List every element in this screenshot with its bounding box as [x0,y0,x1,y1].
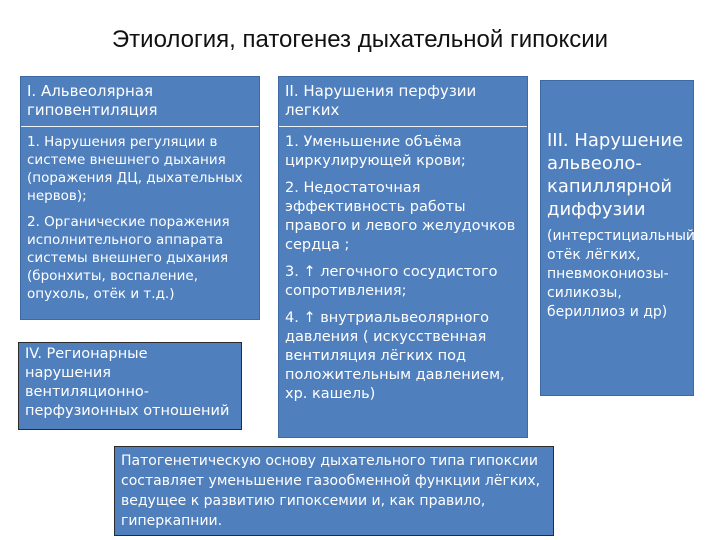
box-alveolar-item-1: 1. Нарушения регуляции в системе внешнего дыхания (поражения ДЦ, дыхательных нервов); [27,134,243,204]
divider [279,126,527,127]
box-alveolar-item-2: 2. Органические поражения исполнительного аппарата системы внешнего дыхания (бронхиты, воспаление, опухоль, отёк и т.д.) [27,214,230,302]
box-pathogenesis-summary [114,446,554,536]
box-alveolar-hypoventilation [20,76,260,320]
box-diffusion-detail: (интерстициальный отёк лёгких, пневмокониозы-силикозы, бериллиоз и др) [547,228,696,320]
box-regional-ventilation-text: IV. Регионарные нарушения вентиляционно-перфузионных отношений [25,346,230,419]
box-diffusion [540,80,694,396]
box-diffusion-header: III. Нарушение альвеоло-капиллярной диффузии [547,130,684,220]
slide-title: Этиология, патогенез дыхательной гипоксии [111,26,609,53]
box-lung-perfusion-header: II. Нарушения перфузии легких [285,82,477,119]
box-perfusion-item-2: 2. Недостаточная эффективность работы правого и левого желудочков сердца ; [285,180,516,253]
box-pathogenesis-summary-text: Патогенетическую основу дыхательного типа гипоксии составляет уменьшение газообменной функции лёгких, ведущее к развитию гипоксемии и, как правило, гиперкапнии. [121,453,541,529]
box-perfusion-item-4: 4. ↑ внутриальвеолярного давления ( искусственная вентиляция лёгких под положительным давлением, хр. кашель) [285,310,505,402]
box-regional-ventilation [18,342,242,430]
box-lung-perfusion [278,76,528,438]
divider [21,126,259,127]
box-perfusion-item-3: 3. ↑ легочного сосудистого сопротивления; [285,264,498,299]
box-alveolar-hypoventilation-header: I. Альвеолярная гиповентиляция [27,82,158,119]
box-perfusion-item-1: 1. Уменьшение объёма циркулирующей крови; [285,134,466,169]
